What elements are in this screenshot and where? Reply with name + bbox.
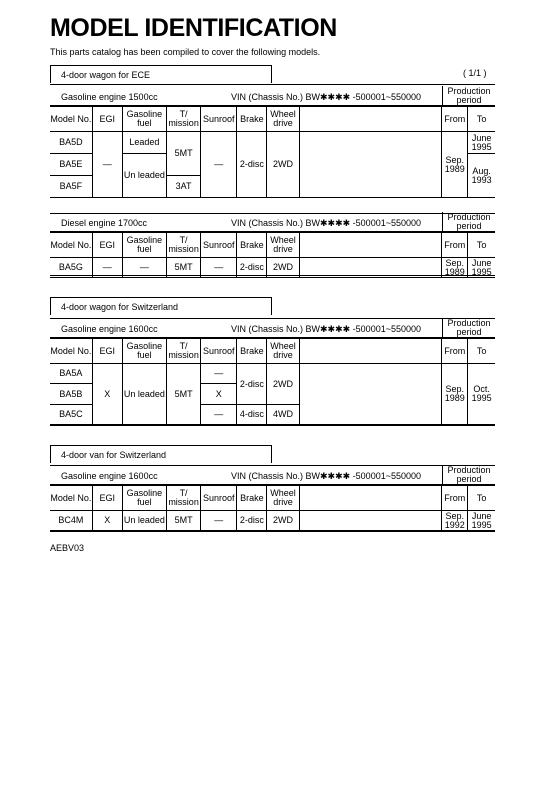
col-wheel-drive: Wheel drive [267, 233, 299, 258]
egi-cell: X [92, 364, 122, 425]
spec-table-gasoline-1500 [50, 106, 495, 198]
blank-cell [299, 132, 442, 198]
col-wheel-drive: Wheel drive [267, 339, 299, 364]
to-cell: June 1995 [468, 132, 495, 154]
fuel-cell: Un leaded [122, 364, 166, 425]
col-sunroof: Sunroof [201, 233, 237, 258]
brake-cell: 2-disc [237, 364, 267, 405]
spec-table-diesel-1700 [50, 232, 495, 278]
blank-column [299, 486, 442, 511]
col-transmission: T/ mission [167, 107, 201, 132]
col-from: From [442, 233, 468, 258]
col-model-no: Model No. [50, 339, 92, 364]
brake-cell: 2-disc [237, 511, 267, 531]
model-cell: BA5C [50, 405, 92, 425]
col-egi: EGI [92, 486, 122, 511]
wheel-drive-cell: 2WD [267, 364, 299, 405]
brake-cell: 2-disc [237, 132, 267, 198]
vin-range: VIN (Chassis No.) BW✱✱✱✱ -500001~550000 [231, 324, 421, 334]
col-to: To [468, 107, 495, 132]
col-wheel-drive: Wheel drive [267, 107, 299, 132]
egi-cell: X [92, 511, 122, 531]
blank-cell [299, 258, 442, 278]
transmission-cell: 5MT [167, 511, 201, 531]
from-cell: Sep. 1992 [442, 511, 468, 531]
model-cell: BA5F [50, 176, 92, 198]
section-tab-wagon-switzerland: 4-door wagon for Switzerland [50, 297, 272, 315]
production-period-label: Production period [442, 212, 495, 231]
table-row [50, 258, 495, 278]
col-transmission: T/ mission [167, 339, 201, 364]
to-cell: Aug. 1993 [468, 154, 495, 198]
fuel-cell: Un leaded [122, 511, 166, 531]
sunroof-cell: — [201, 132, 237, 198]
page-subtitle: This parts catalog has been compiled to cover the following models. [50, 47, 321, 57]
table-row [50, 364, 495, 384]
section-tab-wagon-ece: 4-door wagon for ECE [50, 65, 272, 83]
table-row [50, 511, 495, 531]
engine-label: Gasoline engine 1600cc [61, 471, 158, 481]
col-sunroof: Sunroof [201, 339, 237, 364]
to-cell: Oct. 1995 [468, 364, 495, 425]
engine-header-gasoline-1600-van [50, 465, 495, 485]
col-brake: Brake [237, 339, 267, 364]
production-period-label: Production period [442, 318, 495, 337]
col-brake: Brake [237, 233, 267, 258]
table-header-row [50, 486, 495, 511]
fuel-cell: Un leaded [122, 154, 166, 198]
col-transmission: T/ mission [167, 233, 201, 258]
sunroof-cell: — [201, 511, 237, 531]
engine-label: Diesel engine 1700cc [61, 218, 148, 228]
model-cell: BA5B [50, 384, 92, 405]
engine-header-gasoline-1600 [50, 318, 495, 338]
wheel-drive-cell: 2WD [267, 511, 299, 531]
engine-label: Gasoline engine 1500cc [61, 92, 158, 102]
wheel-drive-cell: 2WD [267, 132, 299, 198]
vin-range: VIN (Chassis No.) BW✱✱✱✱ -500001~550000 [231, 471, 421, 481]
col-fuel: Gasoline fuel [122, 233, 166, 258]
fuel-cell: — [122, 258, 166, 278]
col-from: From [442, 486, 468, 511]
col-model-no: Model No. [50, 107, 92, 132]
transmission-cell: 5MT [167, 364, 201, 425]
col-from: From [442, 339, 468, 364]
col-wheel-drive: Wheel drive [267, 486, 299, 511]
col-transmission: T/ mission [167, 486, 201, 511]
col-fuel: Gasoline fuel [122, 486, 166, 511]
vin-range: VIN (Chassis No.) BW✱✱✱✱ -500001~550000 [231, 92, 421, 102]
transmission-cell: 5MT [167, 132, 201, 176]
col-egi: EGI [92, 339, 122, 364]
blank-cell [299, 364, 442, 425]
table-header-row [50, 233, 495, 258]
egi-cell: — [92, 132, 122, 198]
sunroof-cell: — [201, 405, 237, 425]
blank-column [299, 339, 442, 364]
col-model-no: Model No. [50, 233, 92, 258]
col-to: To [468, 233, 495, 258]
from-cell: Sep. 1989 [442, 364, 468, 425]
spec-table-van-switzerland [50, 485, 495, 531]
col-sunroof: Sunroof [201, 107, 237, 132]
vin-range: VIN (Chassis No.) BW✱✱✱✱ -500001~550000 [231, 218, 421, 228]
col-brake: Brake [237, 107, 267, 132]
blank-column [299, 107, 442, 132]
model-cell: BA5D [50, 132, 92, 154]
table-row [50, 132, 495, 154]
col-sunroof: Sunroof [201, 486, 237, 511]
col-model-no: Model No. [50, 486, 92, 511]
col-fuel: Gasoline fuel [122, 107, 166, 132]
col-fuel: Gasoline fuel [122, 339, 166, 364]
col-to: To [468, 486, 495, 511]
sunroof-cell: — [201, 258, 237, 278]
production-period-label: Production period [442, 86, 495, 105]
blank-cell [299, 511, 442, 531]
wheel-drive-cell: 4WD [267, 405, 299, 425]
fuel-cell: Leaded [122, 132, 166, 154]
col-to: To [468, 339, 495, 364]
col-egi: EGI [92, 233, 122, 258]
engine-header-gasoline-1500 [50, 86, 495, 106]
sunroof-cell: X [201, 384, 237, 405]
model-cell: BA5E [50, 154, 92, 176]
brake-cell: 2-disc [237, 258, 267, 278]
model-cell: BA5G [50, 258, 92, 278]
table-header-row [50, 107, 495, 132]
egi-cell: — [92, 258, 122, 278]
to-cell: June 1995 [468, 511, 495, 531]
to-cell: June 1995 [468, 258, 495, 278]
engine-header-diesel-1700 [50, 212, 495, 232]
col-egi: EGI [92, 107, 122, 132]
catalog-code: AEBV03 [50, 543, 85, 553]
model-cell: BA5A [50, 364, 92, 384]
production-period-label: Production period [442, 465, 495, 484]
page-title: MODEL IDENTIFICATION [50, 14, 337, 42]
section-tab-van-switzerland: 4-door van for Switzerland [50, 445, 272, 463]
brake-cell: 4-disc [237, 405, 267, 425]
table-header-row [50, 339, 495, 364]
col-brake: Brake [237, 486, 267, 511]
blank-column [299, 233, 442, 258]
spec-table-wagon-switzerland [50, 338, 495, 425]
from-cell: Sep. 1989 [442, 258, 468, 278]
wheel-drive-cell: 2WD [267, 258, 299, 278]
sunroof-cell: — [201, 364, 237, 384]
col-from: From [442, 107, 468, 132]
transmission-cell: 3AT [167, 176, 201, 198]
model-cell: BC4M [50, 511, 92, 531]
page-number: ( 1/1 ) [463, 68, 487, 78]
transmission-cell: 5MT [167, 258, 201, 278]
from-cell: Sep. 1989 [442, 132, 468, 198]
engine-label: Gasoline engine 1600cc [61, 324, 158, 334]
